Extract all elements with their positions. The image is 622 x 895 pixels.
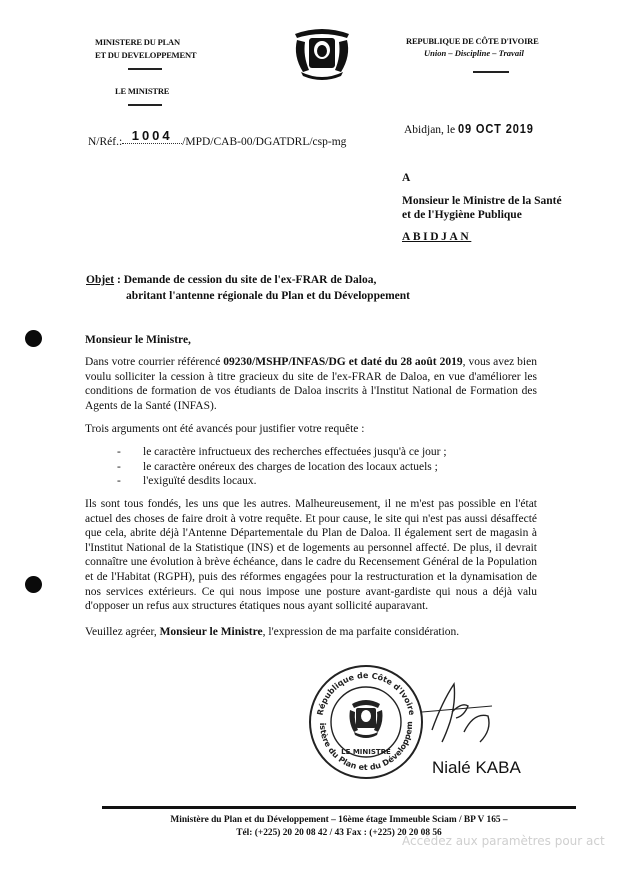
stamp-emblem-icon	[350, 700, 383, 738]
list-item-text: l'exiguïté desdits locaux.	[143, 475, 257, 488]
subject-line1: : Demande de cession du site de l'ex-FRAR de Daloa,	[114, 274, 377, 286]
closing-addressee: Monsieur le Ministre	[159, 626, 263, 638]
salutation: Monsieur le Ministre,	[85, 334, 191, 346]
reference-suffix: /MPD/CAB-00/DGATDRL/csp-mg	[182, 136, 347, 148]
list-item-text: le caractère onéreux des charges de location des locaux actuels ;	[143, 460, 438, 473]
signatory-name: Nialé KABA	[432, 758, 521, 777]
footer-rule	[102, 806, 576, 809]
paragraph-3: Ils sont tous fondés, les uns que les autres. Malheureusement, il ne m'est pas possible en l'état actuel des choses de faire droit à votre requête. Et pour cause, le site qui n'est pas aussi désaffecté que cela, abrite déjà l'Antenne Départementale du Plan de Daloa. Il également sert de magasin à l'Institut National de la Statistique (INS) et de logements au personnel affecté. De plus, il devrait connaître une évolution à brève échéance, dans le cadre du Recensement Général de la Population et de l'Habitat (RGPH), puis des réformes engagées pour la restructuration et la dynamisation de nos services extérieurs. Ce qui nous impose une posture avant-gardiste qui nous a déjà valu d'opposer un refus aux structures étatiques nous ayant sollicité auparavant.	[85, 498, 537, 613]
motto: Union – Discipline – Travail	[424, 48, 524, 58]
stamp-bottom-text: istère du Plan et du Développem	[317, 721, 415, 773]
closing-text-a: Veuillez agréer,	[85, 626, 160, 638]
reference	[88, 128, 347, 149]
list-item: - le caractère onéreux des charges de location des locaux actuels ;	[117, 460, 438, 473]
punch-hole	[25, 576, 42, 593]
recipient-line2: et de l'Hygiène Publique	[402, 209, 522, 221]
divider	[128, 104, 162, 106]
republic-name: REPUBLIQUE DE CÔTE D'IVOIRE	[406, 36, 539, 46]
subject-line2: abritant l'antenne régionale du Plan et du Développement	[126, 290, 410, 302]
divider	[128, 68, 162, 70]
argument-list	[117, 445, 537, 489]
list-item: - l'exiguïté desdits locaux.	[117, 475, 257, 488]
closing-paragraph	[85, 625, 537, 640]
place-date	[404, 121, 547, 136]
ministry-line1: MINISTERE DU PLAN	[95, 37, 180, 47]
list-item: - le caractère infructueux des recherches effectuées jusqu'à ce jour ;	[117, 446, 447, 458]
p1-reference: 09230/MSHP/INFAS/DG et daté du 28 août 2019	[223, 356, 463, 368]
p1-text-a: Dans votre courrier référencé	[85, 356, 224, 368]
subject-label: Objet	[86, 274, 115, 286]
date-stamp: 09 OCT 2019	[457, 121, 534, 136]
punch-hole	[25, 330, 42, 347]
place: Abidjan, le	[404, 124, 456, 136]
coat-of-arms-icon	[291, 26, 353, 80]
activation-watermark: Accédez aux paramètres pour act	[402, 834, 605, 848]
stamp-center-text: LE MINISTRE	[341, 748, 391, 756]
divider	[473, 71, 509, 73]
signature-mark	[402, 672, 502, 752]
list-item-text: le caractère infructueux des recherches effectuées jusqu'à ce jour ;	[143, 446, 447, 458]
recipient-to: A	[402, 172, 411, 184]
reference-prefix: N/Réf.:	[88, 136, 123, 148]
office-title: LE MINISTRE	[115, 86, 170, 96]
stamp-top-text: République de Côte d'Ivoire	[315, 670, 417, 717]
subject	[86, 272, 410, 304]
p1-text-b: , vous avez bien voulu solliciter la cession à titre gracieux du site de l'ex-FRAR de Daloa, en vue d'améliorer les conditions de formation de vos étudiants de Daloa inscrits à l'Institut National de Formation des Agents de la Santé (INFAS).	[85, 356, 537, 412]
ministry-line2: ET DU DEVELOPPEMENT	[95, 50, 197, 60]
reference-number: 1004	[122, 128, 182, 144]
footer-phone: Tél: (+225) 20 20 08 42 / 43 Fax : (+225) 20 20 08 56	[236, 828, 442, 838]
footer-address: Ministère du Plan et du Développement – 16ème étage Immeuble Sciam / BP V 165 –	[170, 815, 508, 825]
paragraph-1	[85, 355, 537, 413]
paragraph-2: Trois arguments ont été avancés pour justifier votre requête :	[85, 423, 365, 435]
recipient-city: ABIDJAN	[402, 231, 472, 243]
ministry-name	[95, 36, 235, 62]
recipient-line1: Monsieur le Ministre de la Santé	[402, 195, 562, 207]
closing-text-c: , l'expression de ma parfaite considération.	[262, 626, 460, 638]
